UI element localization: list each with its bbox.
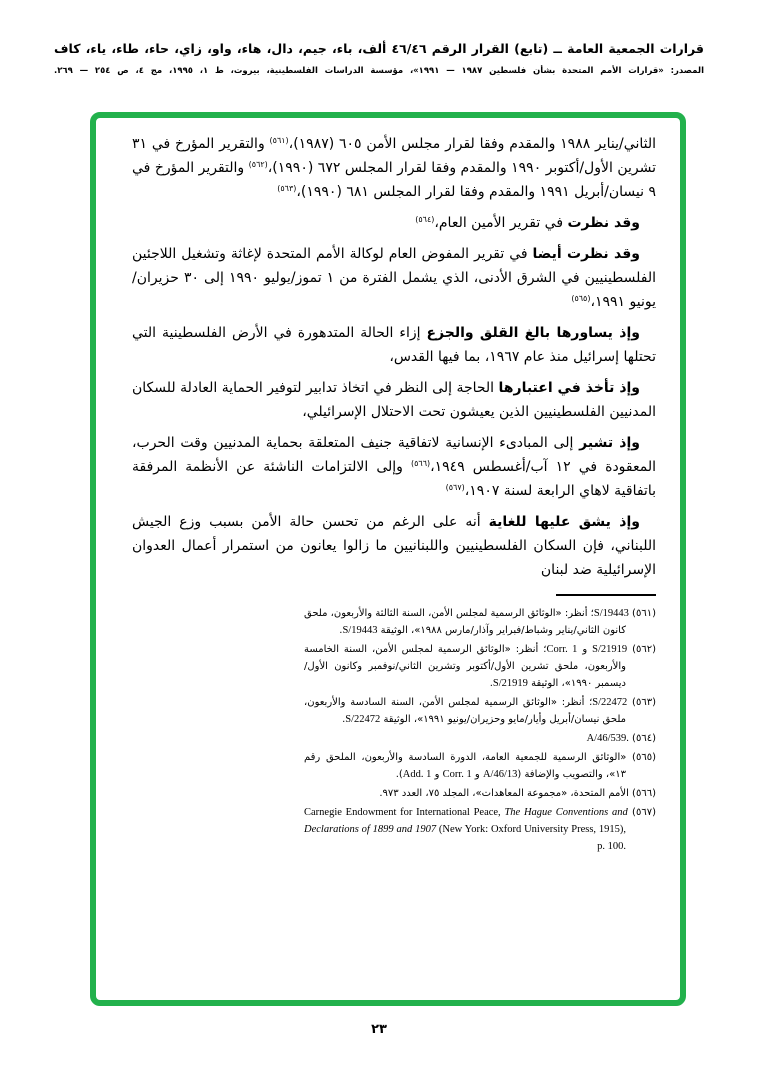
footnote-item [304, 785, 656, 802]
footnote-reference: (٥٦٣) [277, 184, 297, 193]
text-segment: Corr. 1 [546, 644, 578, 655]
text-segment: وقد نظرت أيضا [532, 246, 641, 262]
footnote-number: (٥٦٤) [628, 733, 656, 744]
text-segment: «الوثائق الرسمية للجمعية العامة، الدورة السادسة والأربعون، الملحق رقم ١٣»، والتصويب والإضافة ( [304, 752, 627, 780]
footnote-reference: (٥٦١) [269, 136, 289, 145]
text-segment: والتقرير المؤرخ في ٩ نيسان/أبريل ١٩٩١ والمقدم وفقا لقرار المجلس ٦٨١ (١٩٩٠)، [132, 160, 656, 200]
text-segment: و [471, 769, 483, 780]
text-segment: وإلى الالتزامات الناشئة عن الأنظمة المرفقة باتفاقية لاهاي الرابعة لسنة ١٩٠٧، [132, 459, 656, 499]
header-title: قرارات الجمعية العامة ــ (تابع) القرار الرقم ٤٦/٤٦ ألف، باء، جيم، دال، هاء، واو، زاي، حاء، طاء، ياء، كاف [54, 41, 704, 56]
text-segment: S/22472 [592, 697, 628, 708]
text-segment: وإذ تأخذ في اعتبارها [498, 380, 640, 396]
text-segment: وإذ يساورها بالغ القلق والجزع [426, 325, 640, 341]
resolution-paragraph [132, 132, 656, 204]
page-number: ٢٣ [371, 1022, 387, 1037]
resolution-paragraph [132, 431, 656, 503]
page-header [54, 40, 704, 77]
resolution-paragraph [132, 242, 656, 314]
text-segment: و [577, 644, 593, 655]
footnote-item [304, 694, 656, 728]
footnote-item [304, 641, 656, 692]
footnote-reference: (٥٦٦) [410, 459, 431, 468]
footnote-number: (٥٦٣) [627, 697, 656, 708]
text-segment: الثاني/يناير ١٩٨٨ والمقدم وفقا لقرار مجلس الأمن ٦٠٥ (١٩٨٧)، [288, 136, 656, 152]
text-segment: والتقرير المؤرخ في ٣١ تشرين الأول/أكتوبر ١٩٩٠ والمقدم وفقا لقرار المجلس ٦٧٢ (١٩٩٠)، [132, 136, 656, 176]
text-segment: و [431, 769, 443, 780]
text-segment: إزاء الحالة المتدهورة في الأرض الفلسطينية التي تحتلها إسرائيل منذ عام ١٩٦٧، بما فيها القدس، [132, 325, 656, 365]
resolution-paragraph [132, 321, 656, 369]
footnote-reference: (٥٦٢) [248, 160, 268, 169]
text-segment: S/21919 [592, 644, 628, 655]
resolution-text [132, 132, 656, 582]
footnote-item [304, 804, 656, 855]
text-segment: S/19443 [593, 608, 629, 619]
text-segment: Add. 1 [402, 769, 432, 780]
footnote-number: (٥٦٦) [628, 788, 656, 799]
footnote-item [304, 605, 656, 639]
resolution-paragraph [132, 211, 656, 235]
text-segment: في تقرير المفوض العام لوكالة الأمم المتحدة لإغاثة وتشغيل اللاجئين الفلسطينيين في الشرق الأدنى، الذي يشمل الفترة من ١ تموز/يوليو ١٩٩٠ إلى ٣٠ حزيران/يونيو ١٩٩١، [132, 246, 657, 310]
footnote-number: (٥٦٧) [627, 807, 656, 818]
resolution-paragraph [132, 376, 656, 424]
text-segment: أنه على الرغم من تحسن حالة الأمن بسبب وزع الجيش اللبناني، فإن السكان الفلسطينيين واللبنانيين ما زالوا يعانون من استمرار أعمال العدوان الإسرائيلية ضد لبنان [132, 514, 656, 578]
text-segment: الأمم المتحدة، «مجموعة المعاهدات»، المجلد ٧٥، العدد ٩٧٣. [379, 788, 629, 799]
footnotes-section [304, 605, 656, 855]
text-segment: A/46/539. [586, 733, 629, 744]
text-segment: (New York: Oxford University Press, 1915), p. 100. [436, 824, 627, 852]
text-segment: A/46/13 [482, 769, 518, 780]
footnote-separator [556, 594, 656, 596]
resolution-paragraph [132, 510, 656, 582]
text-segment: Corr. 1 [442, 769, 472, 780]
text-segment: ). [395, 769, 403, 780]
text-segment: S/21919 [492, 678, 528, 689]
footnote-reference: (٥٦٧) [445, 483, 465, 492]
footnote-reference: (٥٦٥) [571, 294, 591, 303]
text-segment: ؛ أنظر: «الوثائق الرسمية لمجلس الأمن، السنة الخامسة والأربعون، ملحق تشرين الأول/أكتوبر وتشرين الثاني/نوفمبر وكانون الأول/ديسمبر ١٩٩٠»، الوثيقة [304, 644, 626, 689]
footnote-item [304, 730, 656, 747]
content-border-box [90, 112, 686, 1006]
footnote-reference: (٥٦٤) [415, 215, 435, 224]
text-segment: . [342, 714, 346, 725]
footnote-item [304, 749, 656, 783]
footnote-number: (٥٦٥) [626, 752, 656, 763]
text-segment: ؛ أنظر: «الوثائق الرسمية لمجلس الأمن، السنة السادسة والأربعون، ملحق نيسان/أبريل وأيار/مايو وحزيران/يونيو ١٩٩١»، الوثيقة [304, 697, 626, 725]
text-segment: Carnegie Endowment for International Peace, [304, 807, 505, 818]
text-segment: إلى المبادىء الإنسانية لاتفاقية جنيف المتعلقة بحماية المدنيين وقت الحرب، المعقودة في ١٢ آب/أغسطس ١٩٤٩، [132, 435, 656, 475]
text-segment: وقد نظرت [567, 215, 640, 231]
text-segment: الحاجة إلى النظر في اتخاذ تدابير لتوفير الحماية العادلة للسكان المدنيين الفلسطينيين الذين يعيشون تحت الاحتلال الإسرائيلي، [132, 380, 656, 420]
text-segment: The Hague Conventions and Declarations of 1899 and 1907 [304, 807, 628, 835]
text-segment: S/22472 [345, 714, 381, 725]
footnote-number: (٥٦١) [628, 608, 656, 619]
text-segment: . [339, 625, 343, 636]
header-source: المصدر: «قرارات الأمم المتحدة بشأن فلسطين ١٩٨٧ — ١٩٩١»، مؤسسة الدراسات الفلسطينية، بيروت، ط ١، ١٩٩٥، مج ٤، ص ٢٥٤ — ٢٦٩. [54, 66, 704, 76]
text-segment: S/19443 [342, 625, 378, 636]
text-segment: وإذ يشق عليها للغاية [488, 514, 640, 530]
text-segment: في تقرير الأمين العام، [434, 215, 568, 231]
text-segment: . [489, 678, 493, 689]
text-segment: ؛ أنظر: «الوثائق الرسمية لمجلس الأمن، السنة الثالثة والأربعون، ملحق كانون الثاني/يناير وشباط/فبراير وآذار/مارس ١٩٨٨»، الوثيقة [304, 608, 626, 636]
text-segment: وإذ تشير [579, 435, 640, 451]
footnote-number: (٥٦٢) [627, 644, 657, 655]
